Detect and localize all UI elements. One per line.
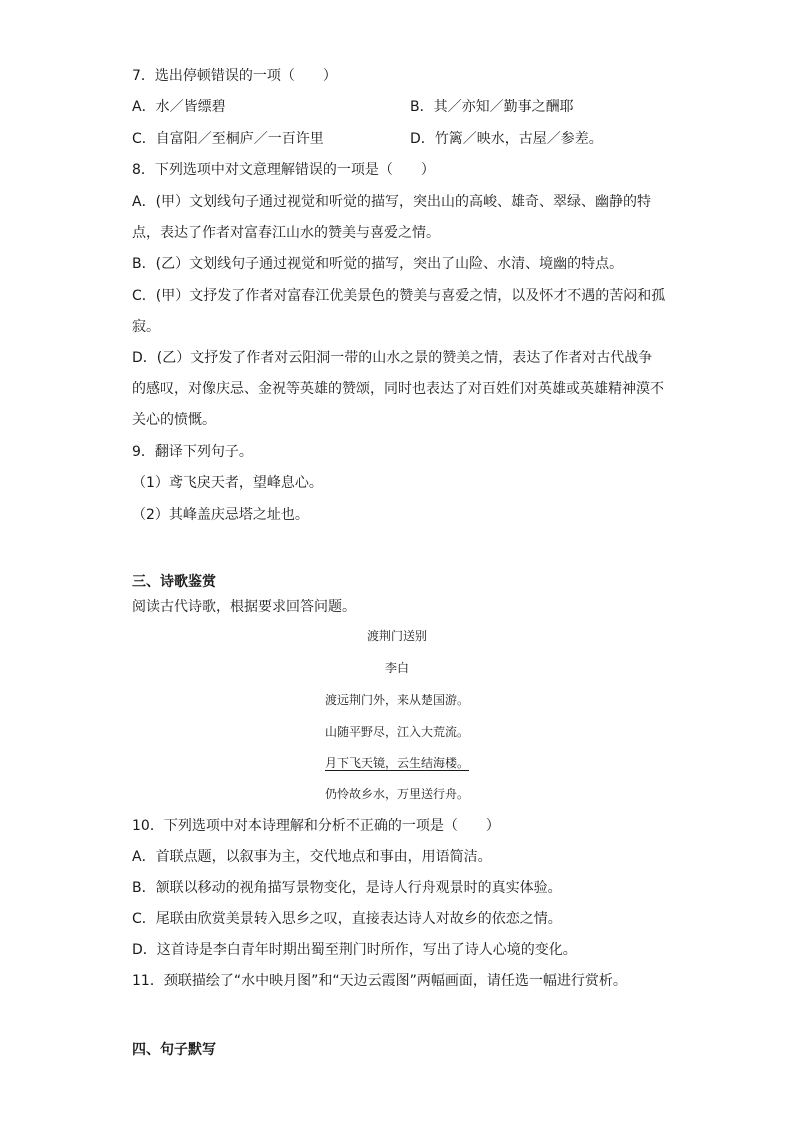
question-10-option-b: B．颔联以移动的视角描写景物变化，是诗人行舟观景时的真实体验。 <box>132 880 562 896</box>
question-7-option-c: C．自富阳／至桐庐／一百许里 <box>132 131 324 147</box>
question-9-stem: 9．翻译下列句子。 <box>132 444 253 460</box>
question-9-sentence-1: （1）鸢飞戾天者，望峰息心。 <box>132 475 323 491</box>
section-3-instruction: 阅读古代诗歌，根据要求回答问题。 <box>132 599 356 615</box>
question-8-option-a-line2: 点，表达了作者对富春江山水的赞美与喜爱之情。 <box>132 225 440 241</box>
question-8-option-c-line1: C．(甲）文抒发了作者对富春江优美景色的赞美与喜爱之情，以及怀才不遇的苦闷和孤 <box>132 288 666 304</box>
question-10-option-a: A．首联点题，以叙事为主，交代地点和事由，用语简洁。 <box>132 849 492 865</box>
poem-title: 渡荆门送别 <box>366 629 427 643</box>
poem-author: 李白 <box>384 661 409 675</box>
question-8-option-d-line1: D．(乙）文抒发了作者对云阳洞一带的山水之景的赞美之情，表达了作者对古代战争 <box>132 350 653 366</box>
question-7-option-d: D．竹篱／映水，古屋／参差。 <box>410 131 603 147</box>
poem-line-3-underlined <box>0 754 794 772</box>
question-10-option-c: C．尾联由欣赏美景转入思乡之叹，直接表达诗人对故乡的依恋之情。 <box>132 911 562 927</box>
poem-line-1: 渡远荆门外，来从楚国游。 <box>324 693 469 707</box>
question-10-stem: 10．下列选项中对本诗理解和分析不正确的一项是（ ） <box>132 818 500 834</box>
question-11-stem: 11．颈联描绘了“水中映月图”和“天边云霞图”两幅画面，请任选一幅进行赏析。 <box>132 973 627 989</box>
section-3-heading: 三、诗歌鉴赏 <box>132 574 216 590</box>
question-8-stem: 8．下列选项中对文意理解错误的一项是（ ） <box>132 162 435 178</box>
question-7-option-b: B．其／亦知／勤事之酬耶 <box>410 99 574 115</box>
question-8-option-b: B．(乙）文划线句子通过视觉和听觉的描写，突出了山险、水清、境幽的特点。 <box>132 256 624 272</box>
poem-line-2: 山随平野尽，江入大荒流。 <box>324 725 469 739</box>
question-9-sentence-2: （2）其峰盖庆忌塔之址也。 <box>132 507 309 523</box>
question-8-option-d-line2: 的感叹，对像庆忌、金祝等英雄的赞颂，同时也表达了对百姓们对英雄或英雄精神漠不 <box>132 381 664 397</box>
question-8-option-d-line3: 关心的愤慨。 <box>132 412 216 428</box>
section-4-heading: 四、句子默写 <box>132 1042 216 1058</box>
question-7-stem: 7．选出停顿错误的一项（ ） <box>132 68 337 84</box>
poem-line-3-text: 月下飞天镜，云生结海楼。 <box>324 756 469 770</box>
question-10-option-d: D．这首诗是李白青年时期出蜀至荆门时所作，写出了诗人心境的变化。 <box>132 942 577 958</box>
question-7-option-a: A．水／皆缥碧 <box>132 99 226 115</box>
question-8-option-a-line1: A．(甲）文划线句子通过视觉和听觉的描写，突出山的高峻、雄奇、翠绿、幽静的特 <box>132 194 652 210</box>
poem-line-4: 仍怜故乡水，万里送行舟。 <box>324 787 469 801</box>
question-8-option-c-line2: 寂。 <box>132 319 160 335</box>
